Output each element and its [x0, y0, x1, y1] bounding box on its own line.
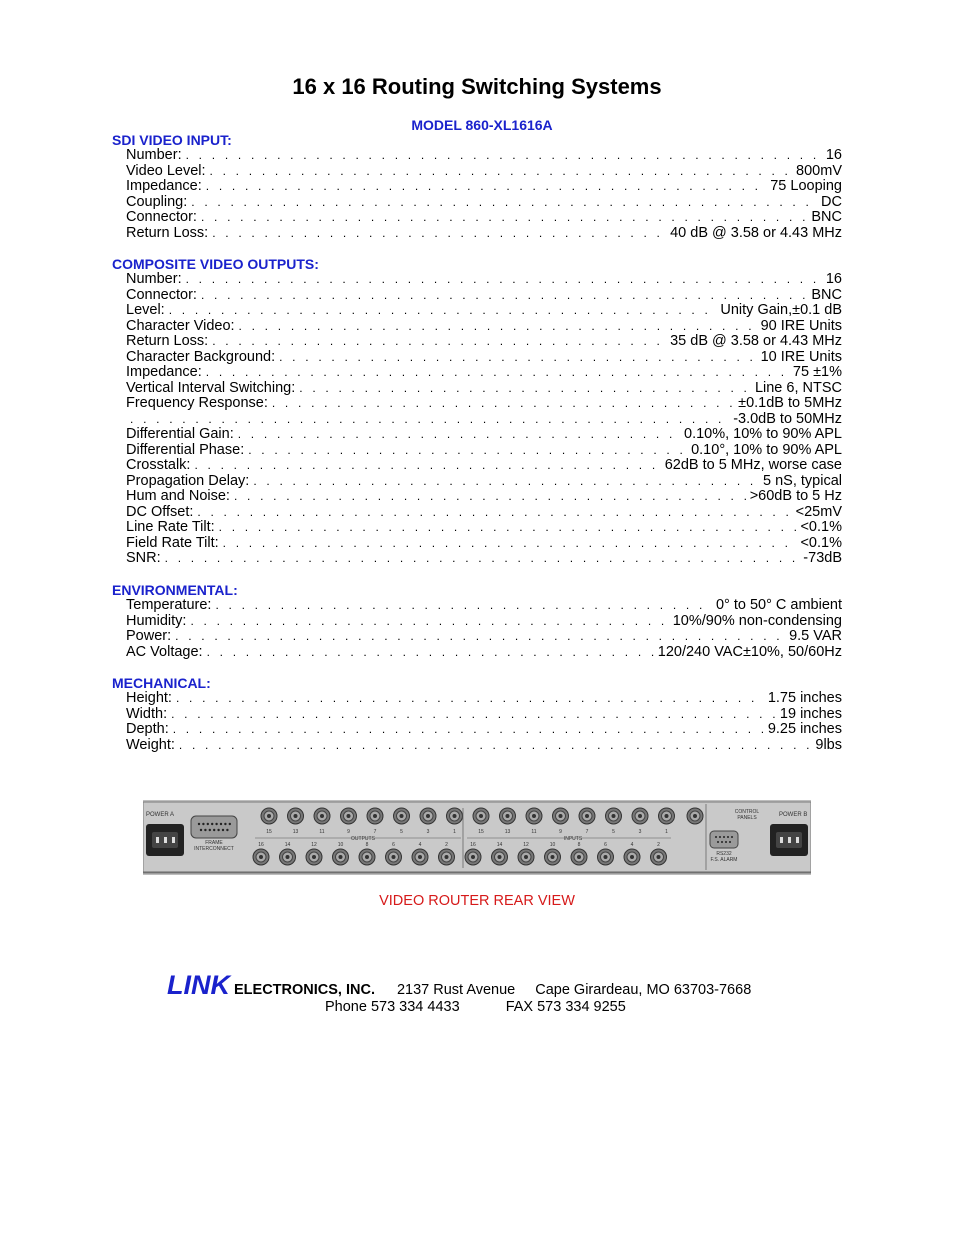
- spec-label: Depth:: [126, 721, 169, 737]
- output-number: 12: [311, 842, 317, 848]
- spec-value: 19 inches: [779, 705, 842, 722]
- leader-dots: [206, 179, 766, 195]
- bnc-connector: [657, 855, 661, 859]
- bnc-connector: [373, 814, 377, 818]
- spec-value: <0.1%: [800, 534, 842, 551]
- spec-row: [112, 474, 842, 490]
- input-number: 12: [523, 842, 529, 848]
- spec-row: [112, 179, 842, 195]
- power-a-socket: [164, 837, 167, 843]
- spec-label: Character Video:: [126, 317, 235, 334]
- bnc-connector: [532, 814, 536, 818]
- connector-pin: [224, 823, 226, 825]
- bnc-connector: [665, 814, 669, 818]
- spec-row: [112, 645, 842, 661]
- spec-value: BNC: [811, 209, 842, 225]
- spec-label: Connector:: [126, 286, 197, 303]
- spec-value: 16: [825, 147, 842, 163]
- image-caption: VIDEO ROUTER REAR VIEW: [379, 893, 575, 909]
- spec-label: SNR:: [126, 550, 161, 566]
- spec-row: [112, 148, 842, 164]
- spec-value: 75 Looping: [770, 178, 842, 194]
- output-number: 16: [258, 842, 264, 848]
- fax-number: FAX 573 334 9255: [505, 999, 626, 1015]
- frame-interconnect-label: INTERCONNECT: [194, 846, 234, 852]
- spec-label: Differential Phase:: [126, 441, 245, 458]
- spec-label: Humidity:: [126, 612, 187, 629]
- bnc-connector: [418, 855, 422, 859]
- spec-value: DC: [821, 193, 842, 210]
- spec-value: 0° to 50° C ambient: [715, 597, 842, 613]
- bnc-connector: [612, 814, 616, 818]
- output-number: 7: [373, 829, 377, 835]
- output-number: 3: [426, 829, 430, 835]
- section-heading: MECHANICAL:: [112, 675, 211, 691]
- spec-section: [112, 675, 842, 753]
- spec-row: [112, 319, 842, 335]
- bnc-connector: [365, 855, 369, 859]
- leader-dots: [272, 396, 734, 412]
- input-number: 4: [630, 842, 634, 848]
- spec-row: [112, 598, 842, 614]
- spec-value: 16: [825, 271, 842, 287]
- spec-label: AC Voltage:: [126, 643, 203, 660]
- leader-dots: [194, 458, 660, 474]
- spec-value: BNC: [811, 286, 842, 303]
- power-a-label: POWER A: [146, 812, 175, 818]
- leader-dots: [179, 738, 811, 754]
- bnc-connector: [506, 814, 510, 818]
- spec-row: [112, 396, 842, 412]
- spec-label: Crosstalk:: [126, 457, 191, 473]
- spec-value: 10 IRE Units: [760, 348, 842, 365]
- input-number: 7: [585, 829, 589, 835]
- leader-dots: [212, 334, 666, 350]
- spec-value: 9.5 VAR: [789, 628, 842, 644]
- leader-dots: [253, 474, 759, 490]
- spec-value: Unity Gain,±0.1 dB: [720, 302, 842, 318]
- input-number: 11: [531, 829, 537, 835]
- spec-value: <0.1%: [800, 519, 842, 535]
- power-b-socket: [780, 837, 783, 843]
- rs232-label: F.S. ALARM: [710, 857, 738, 863]
- leader-dots: [210, 164, 793, 180]
- model-number: MODEL 860-XL1616A: [411, 117, 553, 133]
- output-number: 2: [445, 842, 448, 848]
- bnc-connector: [400, 814, 404, 818]
- connector-pin: [717, 841, 719, 843]
- spec-label: Frequency Response:: [126, 395, 268, 411]
- spec-label: DC Offset:: [126, 503, 194, 520]
- connector-pin: [229, 823, 231, 825]
- leader-dots: [215, 598, 712, 614]
- input-number: 3: [638, 829, 642, 835]
- leader-dots: [190, 614, 668, 630]
- spec-value: 75 ±1%: [792, 364, 842, 380]
- bnc-connector: [445, 855, 449, 859]
- spec-row: [112, 226, 842, 242]
- spec-label: Connector:: [126, 209, 197, 225]
- bnc-connector: [498, 855, 502, 859]
- spec-value: 35 dB @ 3.58 or 4.43 MHz: [670, 333, 842, 349]
- spec-row: [112, 334, 842, 350]
- power-a-socket: [172, 837, 175, 843]
- connector-pin: [715, 836, 717, 838]
- spec-value: 90 IRE Units: [760, 317, 842, 334]
- spec-label: Vertical Interval Switching:: [126, 379, 296, 396]
- leader-dots: [169, 303, 717, 319]
- output-number: 15: [266, 829, 272, 835]
- rs232-label: RS232: [716, 851, 732, 857]
- spec-row: [112, 629, 842, 645]
- spec-label: Return Loss:: [126, 333, 209, 349]
- spec-row: [112, 443, 842, 459]
- spec-label: Impedance:: [126, 178, 202, 194]
- phone-number: Phone 573 334 4433: [325, 999, 460, 1015]
- input-number: 9: [559, 829, 562, 835]
- spec-label: Impedance:: [126, 364, 202, 380]
- connector-pin: [217, 829, 219, 831]
- bnc-connector: [524, 855, 528, 859]
- spec-row: [112, 365, 842, 381]
- leader-dots: [206, 365, 789, 381]
- leader-dots: [197, 505, 791, 521]
- spec-value: >60dB to 5 Hz: [749, 488, 842, 504]
- spec-row: [112, 738, 842, 754]
- bnc-connector: [638, 814, 642, 818]
- bnc-connector: [453, 814, 457, 818]
- power-a-socket: [156, 837, 159, 843]
- spec-row: [112, 551, 842, 567]
- spec-value: 1.75 inches: [767, 690, 842, 706]
- leader-dots: [299, 381, 751, 397]
- power-b-socket: [788, 837, 791, 843]
- bnc-connector: [286, 855, 290, 859]
- spec-row: [112, 489, 842, 505]
- spec-row: [112, 195, 842, 211]
- section-heading: ENVIRONMENTAL:: [112, 582, 238, 598]
- bnc-connector: [267, 814, 271, 818]
- spec-section: [112, 132, 842, 241]
- connector-pin: [213, 829, 215, 831]
- bnc-connector: [604, 855, 608, 859]
- spec-row: [112, 381, 842, 397]
- spec-label: Propagation Delay:: [126, 472, 250, 489]
- spec-row: [112, 458, 842, 474]
- connector-pin: [207, 823, 209, 825]
- bnc-connector: [585, 814, 589, 818]
- input-number: 14: [496, 842, 503, 848]
- input-number: 8: [577, 842, 581, 848]
- spec-label: Character Background:: [126, 348, 276, 365]
- bnc-connector: [693, 814, 697, 818]
- spec-row: [112, 427, 842, 443]
- connector-pin: [202, 823, 204, 825]
- spec-value: 9.25 inches: [767, 721, 842, 737]
- spec-row: [112, 350, 842, 366]
- spec-label: Differential Gain:: [126, 426, 234, 442]
- bnc-connector: [577, 855, 581, 859]
- connector-pin: [220, 823, 222, 825]
- spec-label: Height:: [126, 690, 172, 706]
- spec-row: [112, 536, 842, 552]
- outputs-label: OUTPUTS: [351, 836, 375, 842]
- connector-pin: [222, 829, 224, 831]
- bnc-connector: [320, 814, 324, 818]
- spec-row: [112, 505, 842, 521]
- section-heading: COMPOSITE VIDEO OUTPUTS:: [112, 256, 319, 272]
- leader-dots: [201, 288, 807, 304]
- control-panels-label: CONTROL: [734, 809, 760, 815]
- spec-value: 0.10°, 10% to 90% APL: [691, 441, 842, 458]
- street-address: 2137 Rust Avenue: [396, 982, 516, 998]
- bnc-connector: [551, 855, 555, 859]
- company-name: ELECTRONICS, INC.: [234, 982, 375, 998]
- inputs-label: INPUTS: [563, 836, 583, 842]
- output-number: 14: [284, 842, 291, 848]
- spec-value: 10%/90% non-condensing: [672, 612, 842, 629]
- frame-interconnect-connector: [191, 816, 237, 838]
- output-number: 5: [400, 829, 403, 835]
- input-number: 13: [504, 829, 511, 835]
- leader-dots: [212, 226, 666, 242]
- leader-dots: [223, 536, 797, 552]
- input-number: 10: [549, 842, 556, 848]
- leader-dots: [176, 691, 764, 707]
- city-address: Cape Girardeau, MO 63703-7668: [535, 982, 752, 998]
- spec-section: [112, 256, 842, 567]
- spec-value: 5 nS, typical: [763, 472, 842, 489]
- connector-pin: [204, 829, 206, 831]
- page-title: 16 x 16 Routing Switching Systems: [292, 74, 662, 99]
- spec-value: -73dB: [803, 550, 842, 566]
- connector-pin: [731, 836, 733, 838]
- input-number: 1: [665, 829, 668, 835]
- input-number: 5: [612, 829, 615, 835]
- power-b-socket: [796, 837, 799, 843]
- footer-company-line: [167, 970, 867, 1001]
- spec-row: [112, 210, 842, 226]
- spec-label: Video Level:: [126, 162, 206, 179]
- leader-dots: [248, 443, 687, 459]
- leader-dots: [279, 350, 756, 366]
- input-number: 2: [657, 842, 660, 848]
- bnc-connector: [339, 855, 343, 859]
- leader-dots: [130, 412, 729, 428]
- spec-label: Number:: [126, 271, 182, 287]
- spec-row: [112, 412, 842, 428]
- connector-pin: [209, 829, 211, 831]
- spec-row: [112, 722, 842, 738]
- spec-value: Line 6, NTSC: [754, 379, 842, 396]
- footer-contact-line: [325, 999, 626, 1015]
- connector-pin: [721, 841, 723, 843]
- power-b-label: POWER B: [779, 812, 808, 818]
- spec-row: [112, 691, 842, 707]
- bnc-connector: [259, 855, 263, 859]
- spec-value: ±0.1dB to 5MHz: [738, 395, 842, 411]
- input-number: 6: [604, 842, 607, 848]
- connector-pin: [725, 841, 727, 843]
- connector-pin: [200, 829, 202, 831]
- bnc-connector: [312, 855, 316, 859]
- spec-label: Number:: [126, 147, 182, 163]
- bnc-connector: [392, 855, 396, 859]
- spec-row: [112, 520, 842, 536]
- leader-dots: [186, 148, 822, 164]
- spec-value: -3.0dB to 50MHz: [733, 410, 842, 427]
- bnc-connector: [347, 814, 351, 818]
- frame-interconnect-label: FRAME: [205, 840, 223, 846]
- connector-pin: [198, 823, 200, 825]
- connector-pin: [211, 823, 213, 825]
- output-number: 4: [418, 842, 422, 848]
- spec-label: Level:: [126, 302, 165, 318]
- output-number: 11: [319, 829, 325, 835]
- input-number: 16: [470, 842, 476, 848]
- leader-dots: [201, 210, 807, 226]
- leader-dots: [186, 272, 822, 288]
- spec-value: 0.10%, 10% to 90% APL: [684, 426, 842, 442]
- router-rear-panel-image: [143, 800, 811, 875]
- leader-dots: [173, 722, 764, 738]
- leader-dots: [239, 319, 757, 335]
- spec-row: [112, 614, 842, 630]
- spec-value: 120/240 VAC±10%, 50/60Hz: [657, 643, 842, 660]
- spec-label: Temperature:: [126, 597, 212, 613]
- spec-label: Weight:: [126, 736, 175, 753]
- spec-label: Hum and Noise:: [126, 488, 230, 504]
- output-number: 13: [292, 829, 299, 835]
- bnc-connector: [559, 814, 563, 818]
- spec-row: [112, 272, 842, 288]
- spec-row: [112, 164, 842, 180]
- connector-pin: [729, 841, 731, 843]
- bnc-connector: [426, 814, 430, 818]
- control-panels-label: PANELS: [737, 815, 757, 821]
- connector-pin: [215, 823, 217, 825]
- spec-row: [112, 288, 842, 304]
- spec-label: Power:: [126, 628, 172, 644]
- spec-value: <25mV: [795, 503, 842, 520]
- output-number: 1: [453, 829, 456, 835]
- spec-value: 62dB to 5 MHz, worse case: [664, 457, 842, 473]
- output-number: 6: [392, 842, 395, 848]
- bnc-connector: [630, 855, 634, 859]
- spec-row: [112, 303, 842, 319]
- connector-pin: [727, 836, 729, 838]
- leader-dots: [234, 489, 746, 505]
- input-number: 15: [478, 829, 484, 835]
- leader-dots: [165, 551, 800, 567]
- output-number: 10: [337, 842, 344, 848]
- spec-label: Return Loss:: [126, 224, 209, 241]
- connector-pin: [226, 829, 228, 831]
- spec-row: [112, 707, 842, 723]
- leader-dots: [207, 645, 654, 661]
- spec-value: 800mV: [796, 162, 842, 179]
- rs232-connector: [710, 831, 738, 848]
- leader-dots: [171, 707, 776, 723]
- bnc-connector: [471, 855, 475, 859]
- connector-pin: [723, 836, 725, 838]
- leader-dots: [175, 629, 785, 645]
- section-heading: SDI VIDEO INPUT:: [112, 132, 232, 148]
- spec-value: 9lbs: [815, 736, 842, 753]
- connector-pin: [719, 836, 721, 838]
- spec-label: Coupling:: [126, 193, 188, 210]
- leader-dots: [219, 520, 797, 536]
- spec-label: Line Rate Tilt:: [126, 519, 215, 535]
- leader-dots: [191, 195, 817, 211]
- spec-section: [112, 582, 842, 660]
- bnc-connector: [479, 814, 483, 818]
- bnc-connector: [294, 814, 298, 818]
- output-number: 9: [347, 829, 350, 835]
- spec-label: Field Rate Tilt:: [126, 534, 219, 551]
- leader-dots: [238, 427, 680, 443]
- link-logo: LINK: [167, 970, 230, 1000]
- spec-value: 40 dB @ 3.58 or 4.43 MHz: [670, 224, 842, 241]
- output-number: 8: [365, 842, 369, 848]
- spec-label: Width:: [126, 705, 168, 722]
